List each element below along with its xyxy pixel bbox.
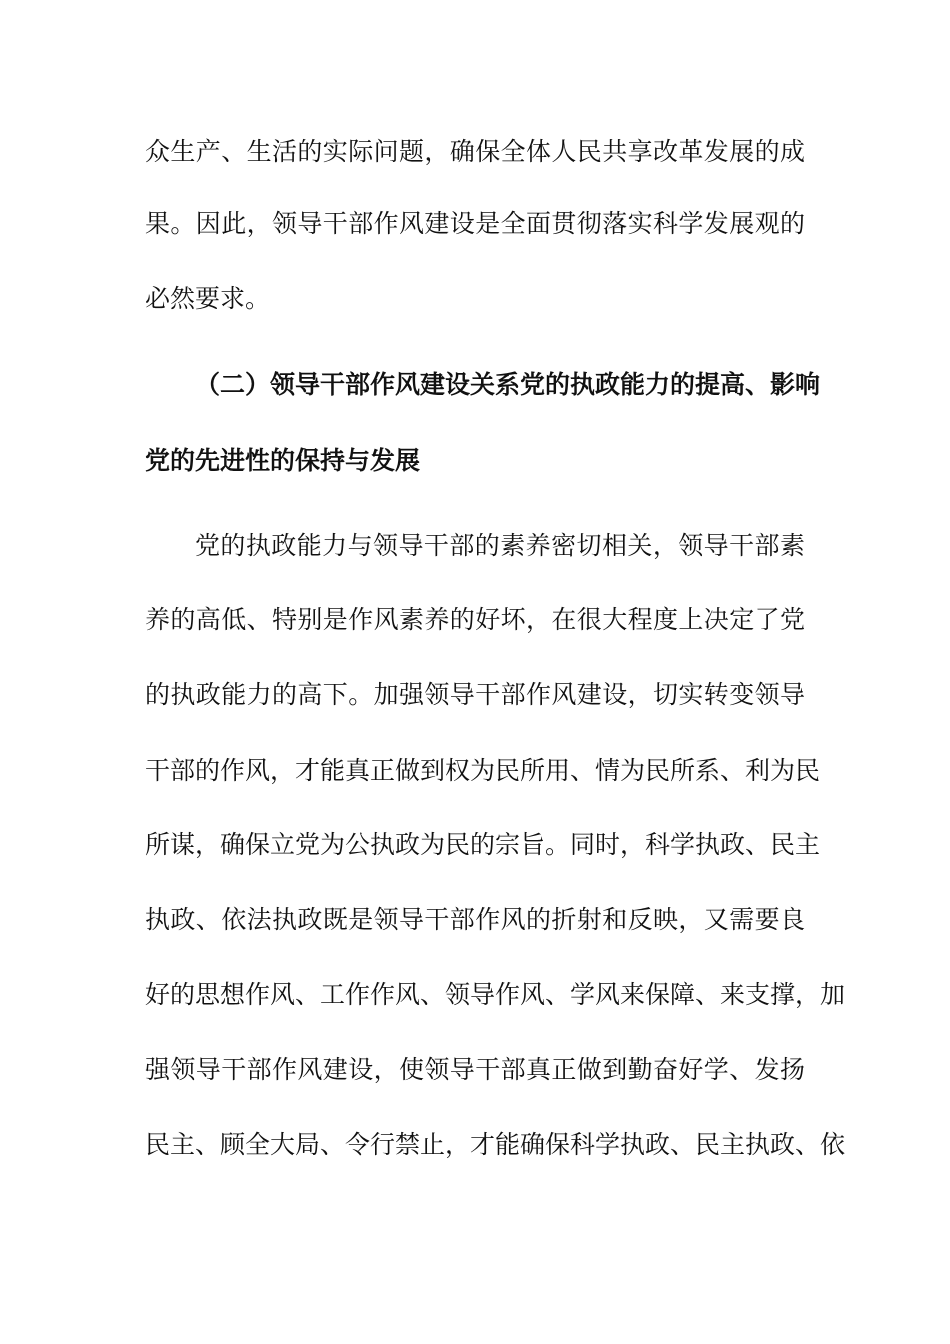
paragraph-line: 党的执政能力与领导干部的素养密切相关，领导干部素 — [195, 531, 805, 560]
paragraph-line: 所谋，确保立党为公执政为民的宗旨。同时，科学执政、民主 — [145, 830, 821, 859]
paragraph-line: 众生产、生活的实际问题，确保全体人民共享改革发展的成 — [145, 137, 805, 166]
paragraph-line: 养的高低、特别是作风素养的好坏，在很大程度上决定了党 — [145, 605, 805, 634]
paragraph-line: 执政、依法执政既是领导干部作风的折射和反映，又需要良 — [145, 905, 805, 934]
section-heading-line: 党的先进性的保持与发展 — [145, 446, 421, 475]
paragraph-line: 果。因此，领导干部作风建设是全面贯彻落实科学发展观的 — [145, 209, 805, 238]
paragraph-line: 强领导干部作风建设，使领导干部真正做到勤奋好学、发扬 — [145, 1055, 805, 1084]
paragraph-line: 民主、顾全大局、令行禁止，才能确保科学执政、民主执政、依 — [145, 1130, 846, 1159]
paragraph-line: 的执政能力的高下。加强领导干部作风建设，切实转变领导 — [145, 680, 805, 709]
paragraph-line: 干部的作风，才能真正做到权为民所用、情为民所系、利为民 — [145, 756, 821, 785]
paragraph-line: 必然要求。 — [145, 284, 271, 313]
paragraph-line: 好的思想作风、工作作风、领导作风、学风来保障、来支撑，加 — [145, 980, 846, 1009]
section-heading-line: （二）领导干部作风建设关系党的执政能力的提高、影响 — [195, 370, 821, 399]
